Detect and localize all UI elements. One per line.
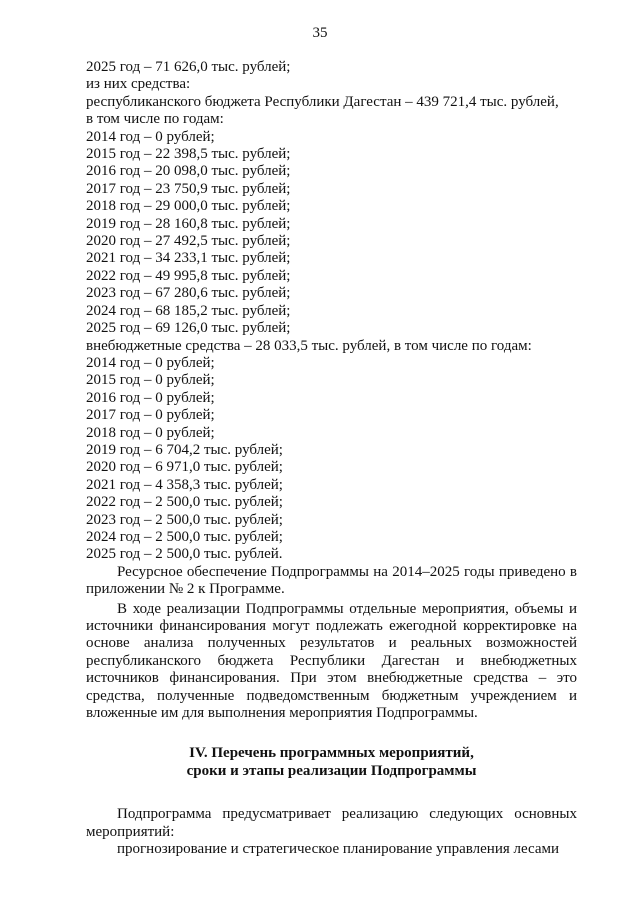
text-line: 2019 год – 28 160,8 тыс. рублей;: [86, 215, 291, 232]
paragraph-implementation: В ходе реализации Подпрограммы отдельные мероприятия, объемы и источники финансирования могут подлежать ежегодной корректировке на основе анализа полученных результатов и реальных возможностей республиканского бюджета Республики Дагестан и внебюджетных источников финансирования. При этом внебюджетные средства – это средства, полученные подведомственным бюджетным учреждением и вложенные им для выполнения мероприятия Подпрограммы.: [86, 600, 577, 722]
text-line: 2014 год – 0 рублей;: [86, 354, 215, 371]
text-line: 2019 год – 6 704,2 тыс. рублей;: [86, 441, 283, 458]
text-line: 2023 год – 2 500,0 тыс. рублей;: [86, 511, 283, 528]
text-line: 2018 год – 29 000,0 тыс. рублей;: [86, 198, 291, 215]
page-content: [86, 59, 577, 859]
text-line: 2017 год – 0 рублей;: [86, 407, 215, 424]
text-line: 2024 год – 68 185,2 тыс. рублей;: [86, 302, 291, 319]
text-line: 2023 год – 67 280,6 тыс. рублей;: [86, 285, 291, 302]
section-heading-line-1: IV. Перечень программных мероприятий,: [189, 745, 474, 762]
text-line: 2025 год – 71 626,0 тыс. рублей;: [86, 59, 291, 75]
text-line: в том числе по годам:: [86, 111, 224, 128]
text-line: из них средства:: [86, 76, 191, 93]
text-line: 2022 год – 49 995,8 тыс. рублей;: [86, 267, 291, 284]
paragraph-measures-intro: Подпрограмма предусматривает реализацию следующих основных мероприятий:: [86, 806, 577, 840]
text-line: 2021 год – 4 358,3 тыс. рублей;: [86, 476, 283, 493]
paragraph-resource-provision: Ресурсное обеспечение Подпрограммы на 2014–2025 годы приведено в приложении № 2 к Программе.: [86, 563, 577, 598]
text-line: 2021 год – 34 233,1 тыс. рублей;: [86, 250, 291, 267]
text-line: 2014 год – 0 рублей;: [86, 128, 215, 145]
text-line: 2022 год – 2 500,0 тыс. рублей;: [86, 494, 283, 511]
section-heading-line-2: сроки и этапы реализации Подпрограммы: [186, 763, 477, 780]
page-number: 35: [312, 25, 328, 41]
funding-lines: [86, 59, 577, 564]
text-line: 2024 год – 2 500,0 тыс. рублей;: [86, 528, 283, 545]
text-line: 2017 год – 23 750,9 тыс. рублей;: [86, 180, 291, 197]
text-line: 2020 год – 27 492,5 тыс. рублей;: [86, 233, 291, 250]
text-line: республиканского бюджета Республики Дагестан – 439 721,4 тыс. рублей,: [86, 93, 559, 110]
section-heading: [86, 744, 577, 780]
text-line: 2016 год – 0 рублей;: [86, 389, 215, 406]
text-line: 2015 год – 0 рублей;: [86, 372, 215, 389]
text-line: внебюджетные средства – 28 033,5 тыс. рублей, в том числе по годам:: [86, 337, 532, 354]
text-line: 2018 год – 0 рублей;: [86, 424, 215, 441]
text-line: 2020 год – 6 971,0 тыс. рублей;: [86, 459, 283, 476]
paragraph-forecasting: прогнозирование и стратегическое планирование управления лесами: [117, 841, 560, 858]
text-line: 2025 год – 69 126,0 тыс. рублей;: [86, 320, 291, 337]
text-line: 2016 год – 20 098,0 тыс. рублей;: [86, 163, 291, 180]
text-line: 2025 год – 2 500,0 тыс. рублей.: [86, 546, 283, 563]
text-line: 2015 год – 22 398,5 тыс. рублей;: [86, 146, 291, 163]
